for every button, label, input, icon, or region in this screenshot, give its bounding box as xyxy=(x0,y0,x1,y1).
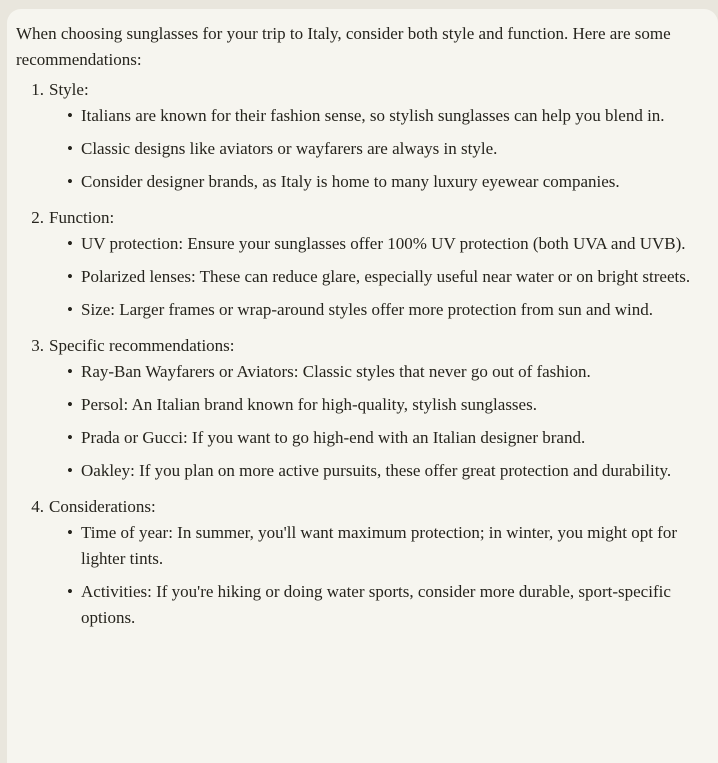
bullet-icon: • xyxy=(67,106,73,125)
list-number: 4. xyxy=(31,497,44,516)
bullet-icon: • xyxy=(67,267,73,286)
bullet-list xyxy=(16,359,702,484)
bullet-text: Size: Larger frames or wrap-around styles offer more protection from sun and wind. xyxy=(81,300,653,319)
bullet-item xyxy=(66,136,702,162)
numbered-list xyxy=(16,77,702,631)
section-title: Considerations: xyxy=(49,497,156,516)
bullet-list xyxy=(16,231,702,323)
bullet-item xyxy=(66,359,702,385)
list-number: 3. xyxy=(31,336,44,355)
bullet-icon: • xyxy=(67,362,73,381)
bullet-text: Italians are known for their fashion sense, so stylish sunglasses can help you blend in. xyxy=(81,106,665,125)
bullet-text: Consider designer brands, as Italy is home to many luxury eyewear companies. xyxy=(81,172,620,191)
assistant-message-card xyxy=(7,9,718,763)
bullet-item xyxy=(66,231,702,257)
bullet-text: Polarized lenses: These can reduce glare, especially useful near water or on bright streets. xyxy=(81,267,691,286)
bullet-icon: • xyxy=(67,300,73,319)
section-title: Style: xyxy=(49,80,89,99)
bullet-text: Classic designs like aviators or wayfarers are always in style. xyxy=(81,139,498,158)
intro-paragraph: When choosing sunglasses for your trip to Italy, consider both style and function. Here are some recommendations: xyxy=(16,24,671,69)
bullet-icon: • xyxy=(67,234,73,253)
list-number: 1. xyxy=(31,80,44,99)
bullet-item xyxy=(66,579,702,631)
bullet-text: Prada or Gucci: If you want to go high-end with an Italian designer brand. xyxy=(81,428,586,447)
bullet-icon: • xyxy=(67,172,73,191)
bullet-item xyxy=(66,297,702,323)
bullet-text: Activities: If you're hiking or doing water sports, consider more durable, sport-specific options. xyxy=(81,582,671,627)
bullet-item xyxy=(66,520,702,572)
list-item-specific-recommendations xyxy=(16,333,702,484)
bullet-text: Ray-Ban Wayfarers or Aviators: Classic styles that never go out of fashion. xyxy=(81,362,591,381)
bullet-list xyxy=(16,103,702,195)
section-title: Specific recommendations: xyxy=(49,336,235,355)
bullet-item xyxy=(66,425,702,451)
bullet-text: Time of year: In summer, you'll want maximum protection; in winter, you might opt for lighter tints. xyxy=(81,523,677,568)
bullet-list xyxy=(16,520,702,631)
bullet-text: Oakley: If you plan on more active pursuits, these offer great protection and durability. xyxy=(81,461,672,480)
bullet-icon: • xyxy=(67,139,73,158)
list-item-considerations xyxy=(16,494,702,631)
bullet-item xyxy=(66,103,702,129)
bullet-item xyxy=(66,169,702,195)
bullet-text: UV protection: Ensure your sunglasses offer 100% UV protection (both UVA and UVB). xyxy=(81,234,686,253)
bullet-icon: • xyxy=(67,395,73,414)
bullet-item xyxy=(66,264,702,290)
bullet-item xyxy=(66,392,702,418)
bullet-icon: • xyxy=(67,523,73,542)
bullet-text: Persol: An Italian brand known for high-quality, stylish sunglasses. xyxy=(81,395,537,414)
list-item-style xyxy=(16,77,702,195)
bullet-item xyxy=(66,458,702,484)
bullet-icon: • xyxy=(67,461,73,480)
bullet-icon: • xyxy=(67,428,73,447)
list-item-function xyxy=(16,205,702,323)
list-number: 2. xyxy=(31,208,44,227)
section-title: Function: xyxy=(49,208,115,227)
bullet-icon: • xyxy=(67,582,73,601)
